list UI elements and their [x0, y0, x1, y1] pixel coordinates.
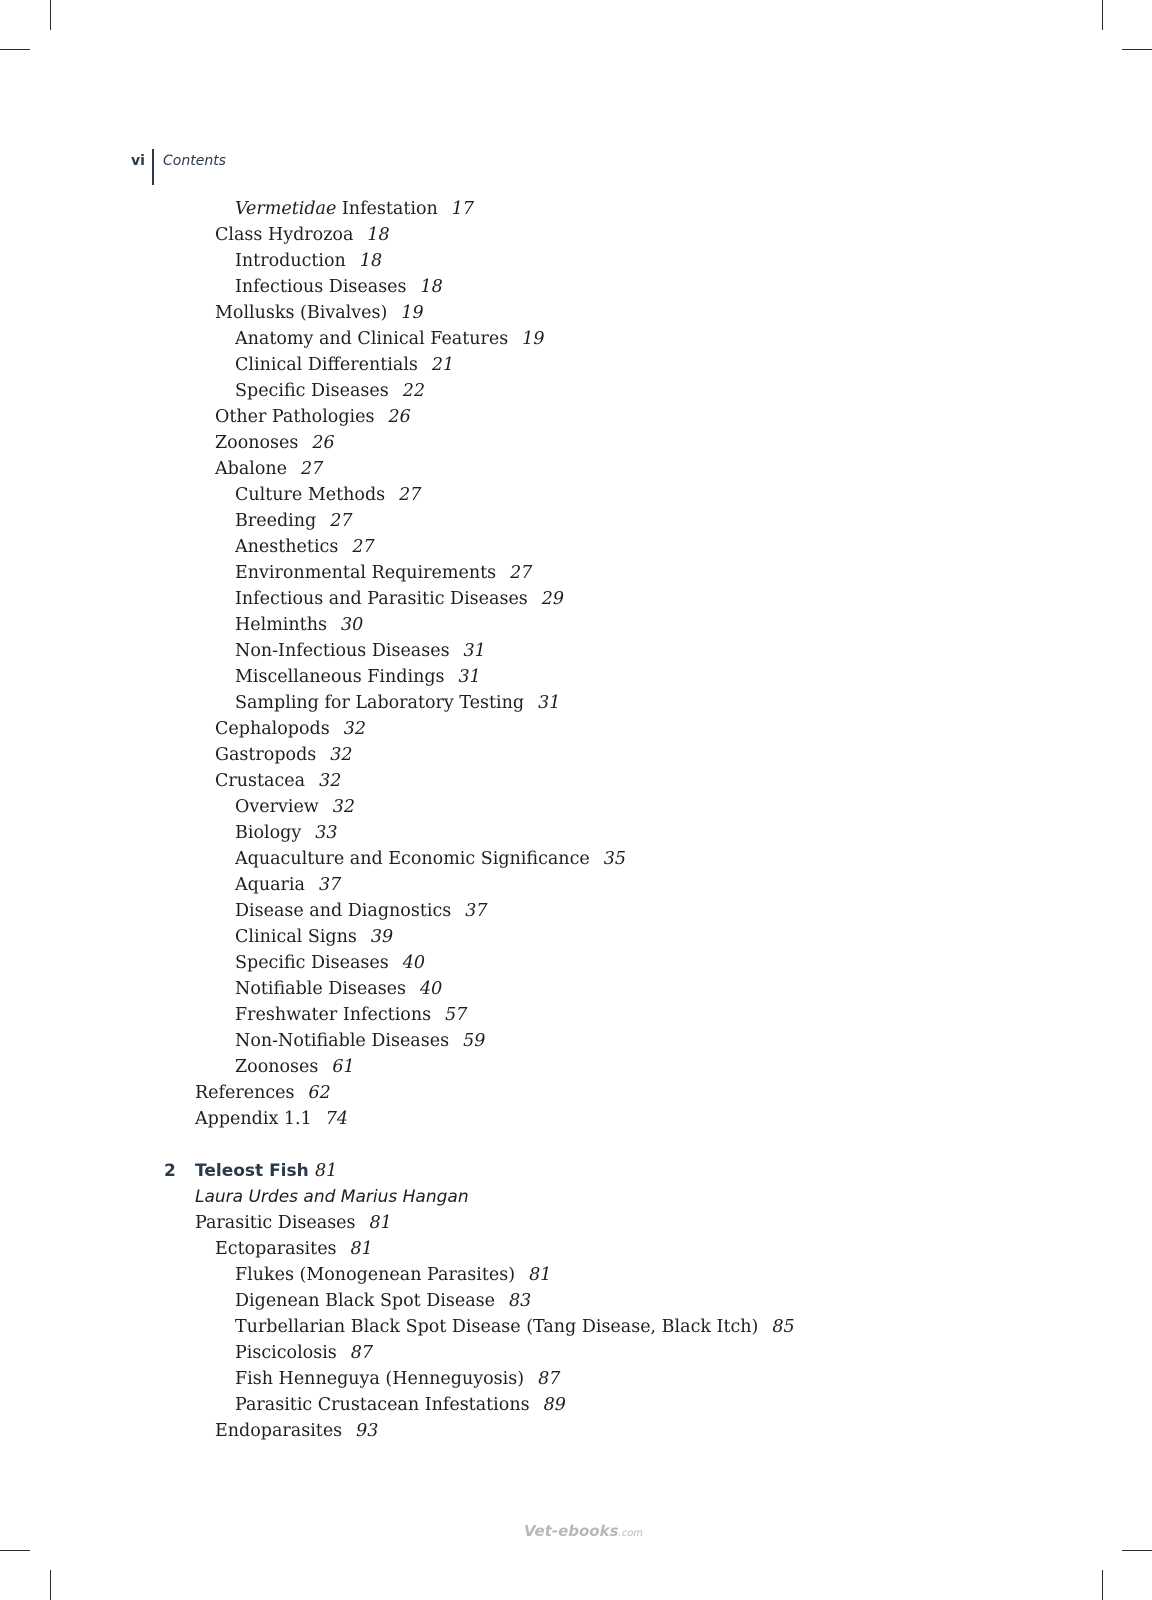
crop-mark: [1122, 49, 1152, 50]
toc-entry-page-number: 87: [350, 1343, 374, 1363]
chapter-page-number: 81: [315, 1161, 338, 1181]
toc-entry-content: [235, 1340, 373, 1366]
toc-entry-page-number: 17: [451, 199, 475, 219]
toc-entry-title: Disease and Diagnostics: [235, 901, 452, 921]
toc-entry-content: [235, 508, 353, 534]
toc-section-after: [0, 1210, 1152, 1444]
toc-entry-page-number: 18: [420, 277, 443, 297]
crop-mark: [50, 0, 51, 30]
toc-entry-title: Biology: [235, 823, 302, 843]
toc-entry-page-number: 31: [538, 693, 561, 713]
toc-entry-title: Notifiable Diseases: [235, 979, 407, 999]
toc-entry-page-number: 81: [350, 1239, 373, 1259]
toc-entry-page-number: 81: [529, 1265, 552, 1285]
toc-entry-title: Piscicolosis: [235, 1343, 337, 1363]
toc-entry-title: Aquaria: [235, 875, 305, 895]
toc-entry-content: [235, 690, 560, 716]
toc-entry[interactable]: [0, 950, 1152, 976]
toc-entry-content: [235, 378, 425, 404]
toc-entry[interactable]: [0, 222, 1152, 248]
toc-entry-title: Abalone: [215, 459, 288, 479]
toc-entry-page-number: 62: [308, 1083, 331, 1103]
toc-entry[interactable]: [0, 1002, 1152, 1028]
toc-entry-title: Infectious and Parasitic Diseases: [235, 589, 528, 609]
toc-entry-page-number: 59: [463, 1031, 486, 1051]
toc-entry-page-number: 39: [370, 927, 394, 947]
toc-entry[interactable]: [0, 248, 1152, 274]
toc-entry[interactable]: [0, 586, 1152, 612]
toc-entry-title: Specific Diseases: [235, 953, 389, 973]
chapter-title: Teleost Fish: [195, 1161, 309, 1181]
toc-entry[interactable]: [0, 898, 1152, 924]
toc-entry-title: Appendix 1.1: [195, 1109, 312, 1129]
toc-entry-page-number: 22: [402, 381, 425, 401]
toc-entry-page-number: 29: [541, 589, 565, 609]
toc-entry-content: [235, 976, 442, 1002]
toc-entry-page-number: 93: [356, 1421, 379, 1441]
toc-entry-title: Clinical Signs: [235, 927, 357, 947]
toc-entry-page-number: 33: [315, 823, 338, 843]
toc-entry-title: Miscellaneous Findings: [235, 667, 445, 687]
toc-entry-page-number: 27: [510, 563, 533, 583]
toc-entry[interactable]: [0, 404, 1152, 430]
toc-entry-title-italic: Vermetidae: [235, 199, 337, 219]
toc-entry-title: Culture Methods: [235, 485, 386, 505]
toc-entry[interactable]: [0, 1262, 1152, 1288]
toc-entry-content: [235, 274, 443, 300]
toc-entry-title: Overview: [235, 797, 319, 817]
toc-entry-content: [235, 664, 481, 690]
toc-entry-title: Sampling for Laboratory Testing: [235, 693, 525, 713]
toc-entry-page-number: 19: [401, 303, 424, 323]
toc-entry[interactable]: [0, 794, 1152, 820]
toc-entry-content: [235, 820, 338, 846]
toc-entry[interactable]: [0, 1236, 1152, 1262]
watermark-main: Vet-ebooks: [524, 1522, 619, 1540]
page-folio: vi: [131, 153, 145, 169]
toc-entry-content: [215, 222, 390, 248]
toc-entry-title: Breeding: [235, 511, 317, 531]
toc-section-before: [0, 196, 1152, 1132]
toc-entry-title: Endoparasites: [215, 1421, 343, 1441]
crop-mark: [0, 49, 30, 50]
toc-entry-page-number: 32: [319, 771, 342, 791]
toc-entry-content: [235, 1288, 531, 1314]
toc-entry[interactable]: [0, 924, 1152, 950]
toc-entry[interactable]: [0, 872, 1152, 898]
toc-entry[interactable]: [0, 1210, 1152, 1236]
toc-entry-page-number: 89: [543, 1395, 566, 1415]
toc-entry-title: Fish Henneguya (Henneguyosis): [235, 1369, 525, 1389]
toc-entry-page-number: 83: [509, 1291, 532, 1311]
toc-entry[interactable]: [0, 274, 1152, 300]
toc-entry-page-number: 57: [445, 1005, 468, 1025]
toc-entry-title: Non-Notifiable Diseases: [235, 1031, 450, 1051]
toc-entry-content: [235, 872, 341, 898]
toc-entry-content: [195, 1210, 392, 1236]
toc-entry-content: [235, 1314, 795, 1340]
toc-entry-content: [215, 430, 335, 456]
toc-entry[interactable]: [0, 482, 1152, 508]
toc-entry-page-number: 26: [312, 433, 335, 453]
toc-entry-page-number: 74: [325, 1109, 349, 1129]
toc-entry-title: Anesthetics: [235, 537, 339, 557]
toc-entry[interactable]: [0, 664, 1152, 690]
toc-entry-content: [235, 1366, 560, 1392]
toc-entry-title: Mollusks (Bivalves): [215, 303, 388, 323]
toc-entry-content: [215, 1236, 373, 1262]
toc-entry[interactable]: [0, 1392, 1152, 1418]
toc-entry-title: Freshwater Infections: [235, 1005, 432, 1025]
toc-entry-page-number: 40: [420, 979, 443, 999]
toc-entry-content: [235, 898, 488, 924]
toc-entry-title: Ectoparasites: [215, 1239, 337, 1259]
toc-entry-title: References: [195, 1083, 295, 1103]
toc-entry-page-number: 27: [399, 485, 422, 505]
toc-entry-page-number: 37: [465, 901, 488, 921]
toc-entry-page-number: 31: [458, 667, 481, 687]
toc-entry-title: Aquaculture and Economic Significance: [235, 849, 590, 869]
toc-entry-title: Digenean Black Spot Disease: [235, 1291, 495, 1311]
chapter-spacer: [0, 1132, 1152, 1158]
toc-entry[interactable]: [0, 1314, 1152, 1340]
toc-entry[interactable]: [0, 976, 1152, 1002]
toc-entry-title: Class Hydrozoa: [215, 225, 354, 245]
toc-entry[interactable]: [0, 430, 1152, 456]
toc-entry-content: [235, 638, 486, 664]
toc-entry-title: Environmental Requirements: [235, 563, 497, 583]
crop-mark: [0, 1550, 30, 1551]
watermark-suffix: .com: [618, 1528, 644, 1539]
toc-entry[interactable]: [0, 560, 1152, 586]
toc-entry-title: Cephalopods: [215, 719, 330, 739]
toc-entry[interactable]: [0, 768, 1152, 794]
toc-entry[interactable]: [0, 716, 1152, 742]
toc-entry[interactable]: [0, 456, 1152, 482]
toc-entry-content: [235, 534, 375, 560]
toc-entry[interactable]: [0, 1340, 1152, 1366]
toc-entry-title: Non-Infectious Diseases: [235, 641, 450, 661]
toc-entry-content: [235, 196, 474, 222]
toc-entry-content: [195, 1080, 331, 1106]
toc-entry-page-number: 81: [369, 1213, 392, 1233]
toc-entry-page-number: 27: [352, 537, 375, 557]
toc-entry-content: [235, 1054, 355, 1080]
toc-entry-title: Flukes (Monogenean Parasites): [235, 1265, 516, 1285]
toc-entry[interactable]: [0, 1028, 1152, 1054]
toc-entry-content: [235, 846, 626, 872]
toc-entry-title: Other Pathologies: [215, 407, 375, 427]
toc-entry[interactable]: [0, 326, 1152, 352]
toc-entry-content: [235, 482, 421, 508]
toc-entry-title: Introduction: [235, 251, 346, 271]
chapter-authors: Laura Urdes and Marius Hangan: [195, 1187, 469, 1207]
running-title: Contents: [163, 153, 226, 169]
toc-entry-content: [235, 1392, 566, 1418]
toc-entry[interactable]: [0, 612, 1152, 638]
toc-entry[interactable]: [0, 1054, 1152, 1080]
toc-entry-page-number: 40: [402, 953, 425, 973]
toc-entry-title: Zoonoses: [215, 433, 299, 453]
toc-entry-title: Crustacea: [215, 771, 306, 791]
toc-entry[interactable]: [0, 742, 1152, 768]
toc-entry-page-number: 18: [359, 251, 383, 271]
toc-entry-content: [235, 352, 454, 378]
toc-entry-page-number: 32: [332, 797, 356, 817]
watermark-logo: [524, 1522, 643, 1540]
toc-entry-title: Clinical Differentials: [235, 355, 418, 375]
toc-entry-content: [215, 742, 353, 768]
toc-entry-content: [235, 560, 532, 586]
toc-entry-page-number: 61: [332, 1057, 355, 1077]
toc-entry-title: Gastropods: [215, 745, 317, 765]
toc-entry[interactable]: [0, 1080, 1152, 1106]
crop-mark: [1102, 1570, 1103, 1600]
toc-entry-page-number: 37: [318, 875, 342, 895]
toc-entry-title: Turbellarian Black Spot Disease (Tang Disease, Black Itch): [235, 1317, 759, 1337]
toc-entry-content: [195, 1106, 348, 1132]
toc-entry[interactable]: [0, 638, 1152, 664]
toc-entry-title: Infestation: [336, 199, 438, 219]
toc-entry-content: [235, 1028, 485, 1054]
toc-entry[interactable]: [0, 378, 1152, 404]
toc-entry-page-number: 18: [367, 225, 390, 245]
toc-entry-title: Parasitic Crustacean Infestations: [235, 1395, 530, 1415]
chapter-heading[interactable]: [0, 1158, 1152, 1184]
toc-entry-title: Infectious Diseases: [235, 277, 407, 297]
chapter-authors-line: [0, 1184, 1152, 1210]
table-of-contents: [0, 196, 1152, 1444]
toc-entry-page-number: 35: [603, 849, 627, 869]
toc-entry[interactable]: [0, 300, 1152, 326]
toc-entry-page-number: 85: [772, 1317, 795, 1337]
toc-entry[interactable]: [0, 846, 1152, 872]
toc-entry[interactable]: [0, 196, 1152, 222]
crop-mark: [1122, 1550, 1152, 1551]
toc-entry-page-number: 21: [431, 355, 455, 375]
toc-entry[interactable]: [0, 820, 1152, 846]
toc-entry-page-number: 27: [330, 511, 353, 531]
toc-entry-content: [215, 1418, 378, 1444]
toc-entry[interactable]: [0, 690, 1152, 716]
chapter-number: 2: [164, 1161, 176, 1181]
toc-entry-title: Specific Diseases: [235, 381, 389, 401]
toc-entry-content: [235, 326, 545, 352]
toc-entry-page-number: 26: [388, 407, 411, 427]
toc-entry-page-number: 32: [330, 745, 353, 765]
toc-entry[interactable]: [0, 1106, 1152, 1132]
toc-entry-content: [235, 248, 382, 274]
crop-mark: [50, 1570, 51, 1600]
toc-entry-content: [215, 768, 341, 794]
toc-entry-page-number: 19: [522, 329, 545, 349]
toc-entry-content: [235, 1262, 551, 1288]
toc-entry-page-number: 30: [340, 615, 364, 635]
toc-entry-title: Parasitic Diseases: [195, 1213, 356, 1233]
toc-entry-content: [235, 586, 564, 612]
toc-entry-content: [235, 612, 363, 638]
toc-entry-content: [235, 1002, 467, 1028]
toc-entry-page-number: 31: [463, 641, 486, 661]
toc-entry-page-number: 87: [538, 1369, 561, 1389]
toc-entry-content: [235, 950, 425, 976]
header-rule: [152, 149, 154, 185]
toc-entry[interactable]: [0, 1418, 1152, 1444]
toc-entry-content: [215, 300, 424, 326]
toc-entry[interactable]: [0, 534, 1152, 560]
crop-mark: [1102, 0, 1103, 30]
toc-entry-title: Zoonoses: [235, 1057, 319, 1077]
toc-entry-page-number: 32: [343, 719, 366, 739]
toc-entry-page-number: 27: [301, 459, 324, 479]
toc-entry[interactable]: [0, 352, 1152, 378]
toc-entry-content: [215, 404, 411, 430]
toc-entry-content: [235, 794, 355, 820]
toc-entry[interactable]: [0, 1288, 1152, 1314]
toc-entry-title: Helminths: [235, 615, 327, 635]
toc-entry-title: Anatomy and Clinical Features: [235, 329, 509, 349]
toc-entry[interactable]: [0, 508, 1152, 534]
toc-entry-content: [235, 924, 393, 950]
toc-entry-content: [215, 716, 366, 742]
toc-entry[interactable]: [0, 1366, 1152, 1392]
toc-entry-content: [215, 456, 323, 482]
